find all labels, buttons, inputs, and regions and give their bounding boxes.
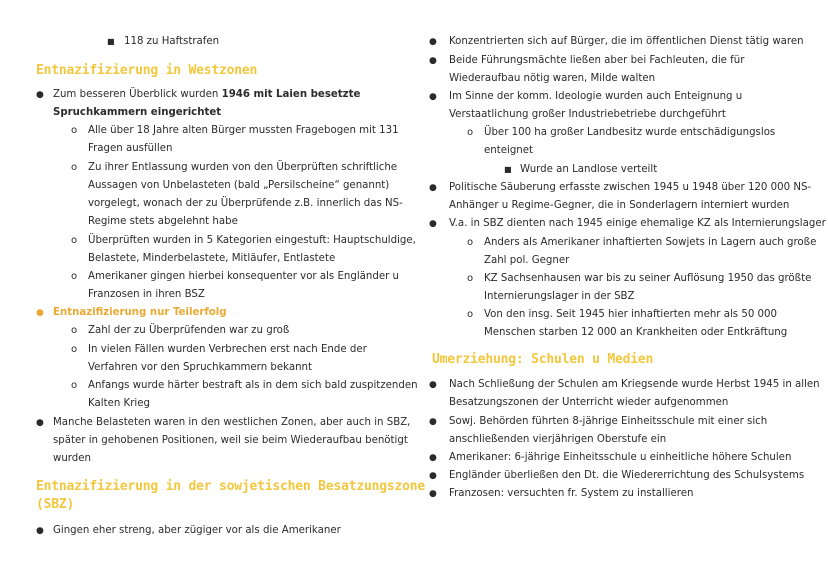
text-line: Über 100 ha großer Landbesitz wurde entschädigungslos: [484, 127, 776, 138]
text-line: Verfahren vor den Spruchkammern bekannt: [88, 362, 312, 373]
bullet-square: ■: [504, 165, 512, 174]
text-line: Konzentrierten sich auf Bürger, die im öffentlichen Dienst tätig waren: [449, 36, 804, 47]
text-line: Anfangs wurde härter bestraft als in dem sich bald zuspitzenden: [88, 380, 418, 391]
text-line: wurden: [53, 453, 91, 464]
text-line: Spruchkammern eingerichtet: [53, 107, 222, 118]
text-line: Wurde an Landlose verteilt: [520, 164, 658, 175]
text-line: Fragen ausfüllen: [88, 143, 173, 154]
bullet-dot: ●: [429, 183, 437, 193]
text-line: Besatzungszonen der Unterricht wieder aufgenommen: [449, 397, 729, 408]
heading-westzonen: Entnazifizierung in Westzonen: [36, 63, 258, 78]
bullet-dot: ●: [429, 56, 437, 66]
text-line: Franzosen in ihren BSZ: [88, 289, 205, 300]
bullet-circle: o: [71, 271, 78, 282]
text-line: Beide Führungsmächte ließen aber bei Fachleuten, die für: [449, 55, 745, 66]
text-line: Von den insg. Seit 1945 hier inhaftierten mehr als 50 000: [484, 309, 777, 320]
text-line: vorgelegt, wonach der zu Überprüfende z.B. innerlich das NS-: [88, 198, 403, 209]
text-line: Verstaatlichung großer Industriebetriebe durchgeführt: [449, 109, 726, 120]
text-line: Politische Säuberung erfasste zwischen 1945 u 1948 über 120 000 NS-: [449, 182, 812, 193]
text-line: Zahl der zu Überprüfenden war zu groß: [88, 325, 290, 336]
text-line: Sowj. Behörden führten 8-jährige Einheitsschule mit einer sich: [449, 416, 768, 427]
bullet-dot: ●: [429, 219, 437, 229]
heading-umerziehung: Umerziehung: Schulen u Medien: [432, 352, 654, 367]
bullet-dot: ●: [429, 380, 437, 390]
text-line: Im Sinne der komm. Ideologie wurden auch Enteignung u: [449, 91, 743, 102]
text-line: KZ Sachsenhausen war bis zu seiner Auflösung 1950 das größte: [484, 273, 812, 284]
text-line: 118 zu Haftstrafen: [124, 36, 220, 47]
text-line: Belastete, Minderbelastete, Mitläufer, Entlastete: [88, 253, 336, 264]
text-line: Internierungslager in der SBZ: [484, 291, 635, 302]
bullet-dot: ●: [36, 418, 44, 428]
text-line: Anhänger u Regime-Gegner, die in Sonderlagern interniert wurden: [449, 200, 790, 211]
bullet-circle: o: [467, 273, 474, 284]
text-line: Franzosen: versuchten fr. System zu installieren: [449, 488, 694, 499]
text-line: Kalten Krieg: [88, 398, 150, 409]
bullet-circle: o: [71, 344, 78, 355]
bullet-circle: o: [467, 127, 474, 138]
text-line: Gingen eher streng, aber zügiger vor als die Amerikaner: [53, 525, 341, 536]
text-line: Menschen starben 12 000 an Krankheiten oder Entkräftung: [484, 327, 788, 338]
text-line: enteignet: [484, 145, 534, 156]
text-line: Zahl pol. Gegner: [484, 255, 570, 266]
text-line: In vielen Fällen wurden Verbrechen erst nach Ende der: [88, 344, 367, 355]
text-line-highlight: Entnazifizierung nur Teilerfolg: [53, 307, 227, 318]
bullet-dot: ●: [429, 489, 437, 499]
text-line: Amerikaner: 6-jährige Einheitsschule u einheitliche höhere Schulen: [449, 452, 792, 463]
text-line: V.a. in SBZ dienten nach 1945 einige ehemalige KZ als Internierungslager: [449, 218, 826, 229]
bullet-dot: ●: [36, 308, 44, 318]
bullet-circle: o: [71, 380, 78, 391]
text-line: Aussagen von Unbelasteten (bald „Persilscheine“ genannt): [88, 180, 390, 191]
text-line: Anders als Amerikaner inhaftierten Sowjets in Lagern auch große: [484, 237, 817, 248]
bullet-circle: o: [71, 325, 78, 336]
bullet-dot: ●: [429, 92, 437, 102]
bullet-circle: o: [71, 162, 78, 173]
text-line: später in gehobenen Positionen, weil sie beim Wiederaufbau benötigt: [53, 435, 408, 446]
bullet-dot: ●: [429, 37, 437, 47]
bullet-dot: ●: [36, 526, 44, 536]
bullet-dot: ●: [429, 417, 437, 427]
heading-sbz-line2: (SBZ): [36, 497, 75, 512]
bullet-dot: ●: [429, 453, 437, 463]
bullet-circle: o: [467, 237, 474, 248]
bullet-dot: ●: [429, 471, 437, 481]
text-line: Manche Belasteten waren in den westlichen Zonen, aber auch in SBZ,: [53, 417, 411, 428]
bullet-circle: o: [71, 235, 78, 246]
text-line: Alle über 18 Jahre alten Bürger mussten Fragebogen mit 131: [88, 125, 399, 136]
text-line: Zum besseren Überblick wurden 1946 mit Laien besetzte: [53, 89, 361, 100]
bullet-circle: o: [467, 309, 474, 320]
bullet-dot: ●: [36, 90, 44, 100]
bullet-circle: o: [71, 125, 78, 136]
text-line: Zu ihrer Entlassung wurden von den Überprüften schriftliche: [88, 162, 398, 173]
text-line: Nach Schließung der Schulen am Kriegsende wurde Herbst 1945 in allen: [449, 379, 820, 390]
text-line: anschließenden vierjährigen Oberstufe ein: [449, 434, 667, 445]
bullet-square: ■: [107, 37, 115, 46]
text-line: Überprüften wurden in 5 Kategorien eingestuft: Hauptschuldige,: [88, 235, 416, 246]
heading-sbz: Entnazifizierung in der sowjetischen Besatzungszone: [36, 479, 425, 494]
text-line: Amerikaner gingen hierbei konsequenter vor als Engländer u: [88, 271, 399, 282]
text-line: Engländer überließen den Dt. die Wiedererrichtung des Schulsystems: [449, 470, 805, 481]
text-line: Wiederaufbau nötig waren, Milde walten: [449, 73, 656, 84]
text-line: Regime stets abgelehnt habe: [88, 216, 238, 227]
